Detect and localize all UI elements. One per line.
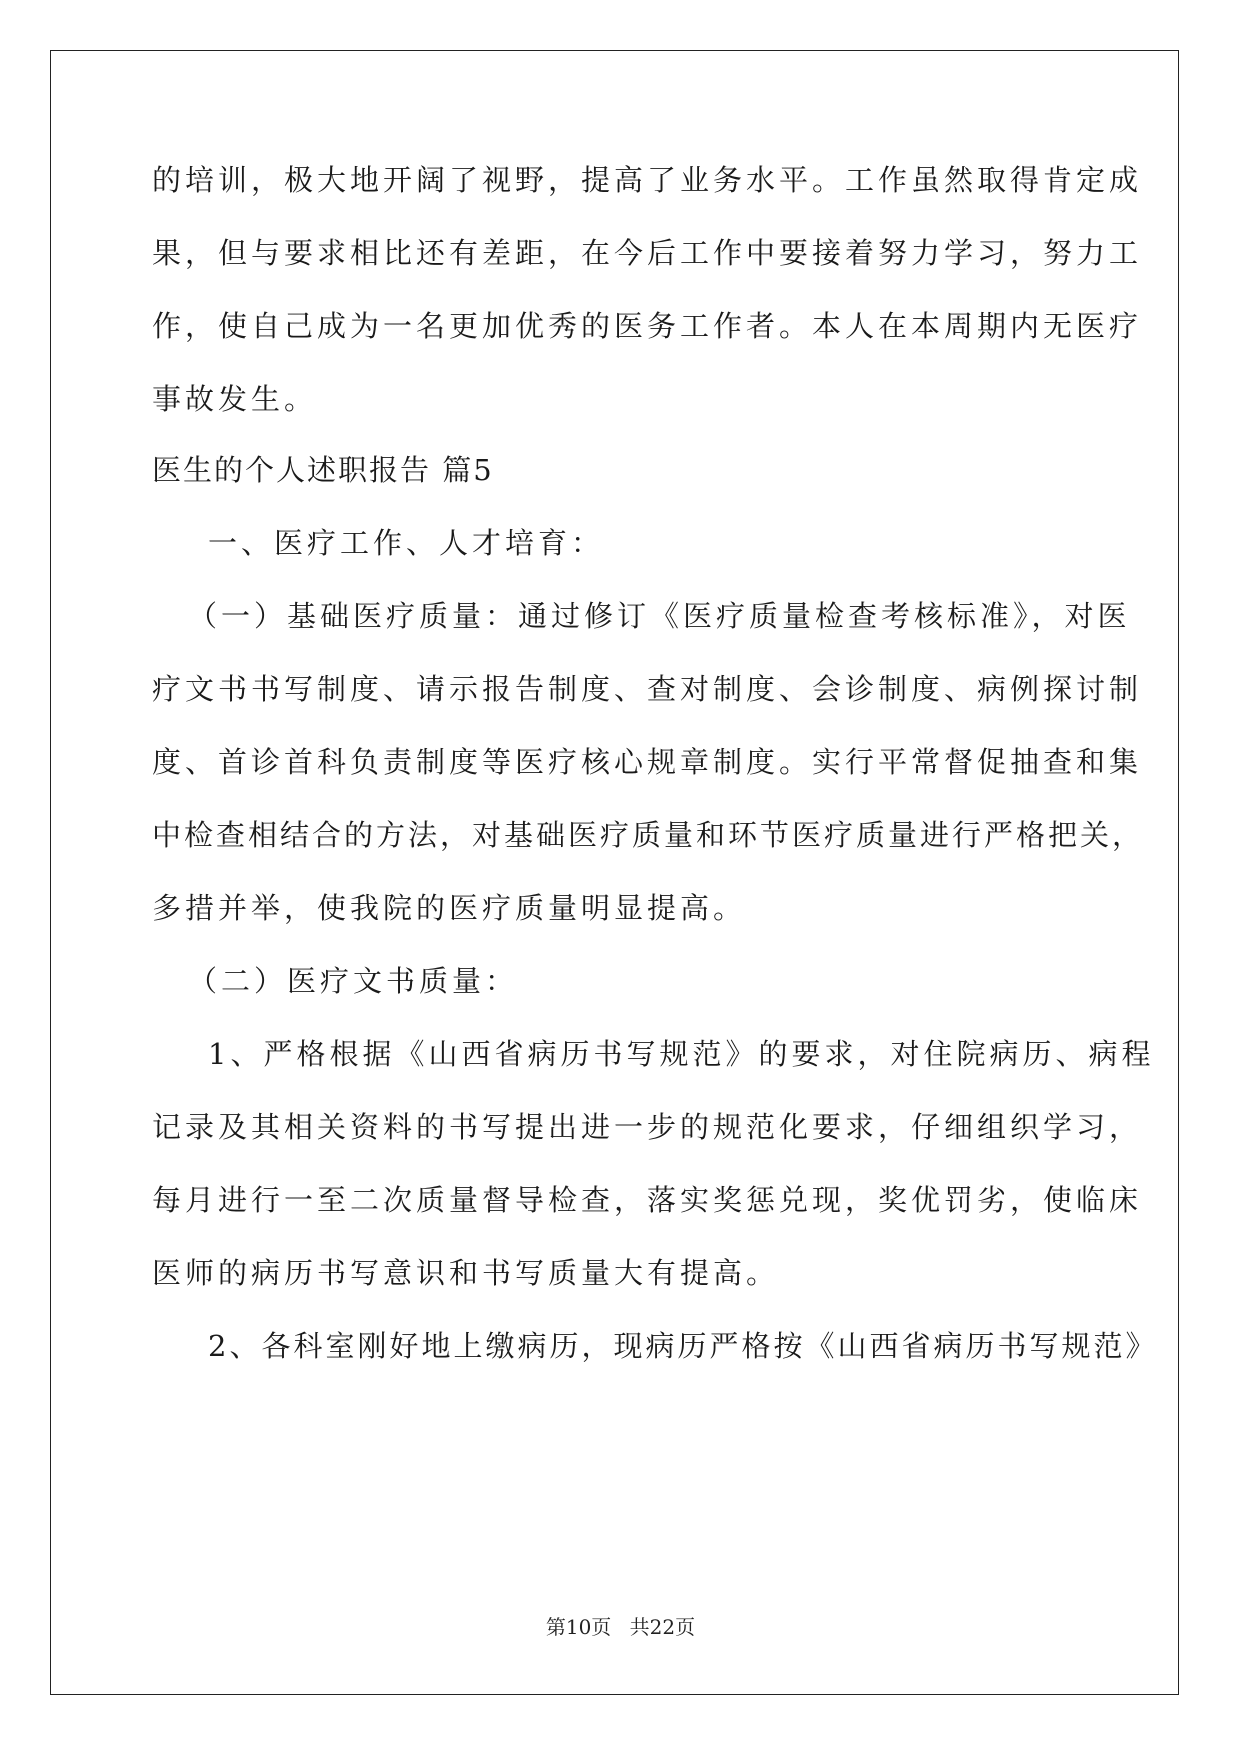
page-number: 第10页 [545, 1615, 612, 1639]
paragraph-line: 2、各科室刚好地上缴病历，现病历严格按《山西省病历书写规范》 [208, 1329, 1158, 1363]
paragraph-line: 作，使自己成为一名更加优秀的医务工作者。本人在本周期内无医疗 [152, 309, 1143, 343]
paragraph-line: （二）医疗文书质量： [188, 964, 519, 998]
paragraph-line: 疗文书书写制度、请示报告制度、查对制度、会诊制度、病例探讨制 [152, 672, 1143, 706]
paragraph-line: 中检查相结合的方法，对基础医疗质量和环节医疗质量进行严格把关， [152, 818, 1145, 852]
paragraph-line: 果，但与要求相比还有差距，在今后工作中要接着努力学习，努力工 [152, 236, 1143, 270]
page-border [50, 50, 1179, 1695]
paragraph-line: 的培训，极大地开阔了视野，提高了业务水平。工作虽然取得肯定成 [152, 163, 1143, 197]
paragraph-line: 记录及其相关资料的书写提出进一步的规范化要求，仔细组织学习， [152, 1110, 1143, 1144]
page-total: 共22页 [629, 1615, 696, 1639]
paragraph-line: 每月进行一至二次质量督导检查，落实奖惩兑现，奖优罚劣，使临床 [152, 1183, 1143, 1217]
paragraph-line: 1、严格根据《山西省病历书写规范》的要求，对住院病历、病程 [208, 1037, 1155, 1071]
paragraph-line: 多措并举，使我院的医疗质量明显提高。 [152, 891, 747, 925]
page-footer [0, 1611, 1241, 1640]
paragraph-line: 事故发生。 [152, 382, 318, 416]
paragraph-line: 度、首诊首科负责制度等医疗核心规章制度。实行平常督促抽查和集 [152, 745, 1143, 779]
paragraph-line: 一、医疗工作、人才培育： [208, 526, 605, 560]
paragraph-line: （一）基础医疗质量：通过修订《医疗质量检查考核标准》，对医 [188, 599, 1131, 633]
section-heading: 医生的个人述职报告 篇5 [152, 453, 494, 487]
paragraph-line: 医师的病历书写意识和书写质量大有提高。 [152, 1256, 780, 1290]
